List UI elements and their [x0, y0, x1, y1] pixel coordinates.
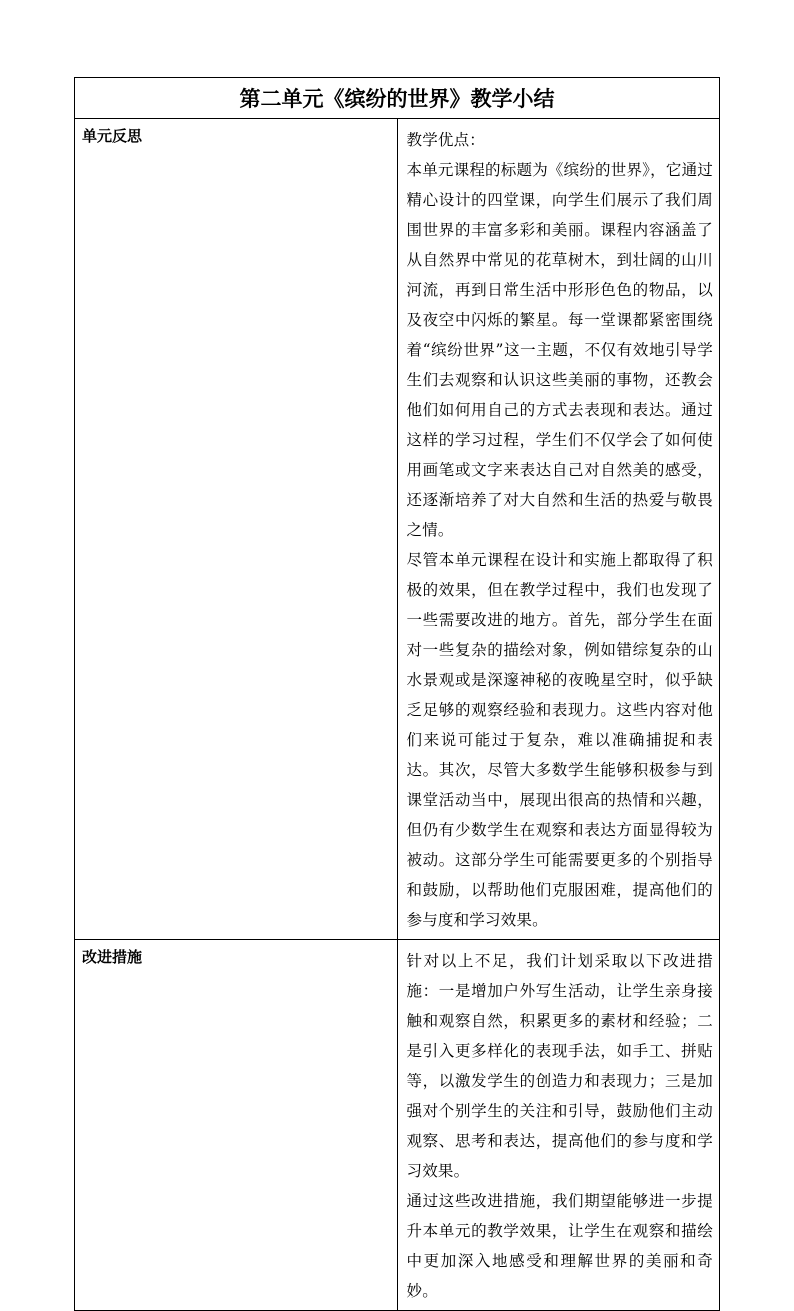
summary-table: [74, 77, 720, 1311]
title-row: [75, 78, 720, 119]
reflection-heading: 教学优点：: [406, 131, 486, 149]
reflection-label: 单元反思: [75, 119, 398, 940]
improvement-paragraph-expectation: 通过这些改进措施，我们期望能够进一步提升本单元的教学效果，让学生在观察和描绘中更加深入地感受和理解世界的美丽和奇妙。: [406, 1192, 713, 1300]
improvement-label: 改进措施: [75, 940, 398, 1311]
reflection-row: [75, 119, 720, 940]
document-title: 第二单元《缤纷的世界》教学小结: [75, 78, 720, 119]
improvement-content: [397, 940, 720, 1311]
improvement-paragraph-measures: 针对以上不足，我们计划采取以下改进措施：一是增加户外写生活动，让学生亲身接触和观察自然，积累更多的素材和经验；二是引入更多样化的表现手法，如手工、拼贴等，以激发学生的创造力和表现力；三是加强对个别学生的关注和引导，鼓励他们主动观察、思考和表达，提高他们的参与度和学习效果。: [406, 952, 713, 1180]
reflection-content: [397, 119, 720, 940]
reflection-paragraph-shortcomings: 尽管本单元课程在设计和实施上都取得了积极的效果，但在教学过程中，我们也发现了一些需要改进的地方。首先，部分学生在面对一些复杂的描绘对象，例如错综复杂的山水景观或是深邃神秘的夜晚星空时，似乎缺乏足够的观察经验和表现力。这些内容对他们来说可能过于复杂，难以准确捕捉和表达。其次，尽管大多数学生能够积极参与到课堂活动当中，展现出很高的热情和兴趣，但仍有少数学生在观察和表达方面显得较为被动。这部分学生可能需要更多的个别指导和鼓励，以帮助他们克服困难，提高他们的参与度和学习效果。: [406, 551, 713, 929]
improvement-row: [75, 940, 720, 1311]
reflection-paragraph-strengths: 本单元课程的标题为《缤纷的世界》，它通过精心设计的四堂课，向学生们展示了我们周围世界的丰富多彩和美丽。课程内容涵盖了从自然界中常见的花草树木，到壮阔的山川河流，再到日常生活中形形色色的物品，以及夜空中闪烁的繁星。每一堂课都紧密围绕着“缤纷世界”这一主题，不仅有效地引导学生们去观察和认识这些美丽的事物，还教会他们如何用自己的方式去表现和表达。通过这样的学习过程，学生们不仅学会了如何使用画笔或文字来表达自己对自然美的感受，还逐渐培养了对大自然和生活的热爱与敬畏之情。: [406, 161, 713, 539]
